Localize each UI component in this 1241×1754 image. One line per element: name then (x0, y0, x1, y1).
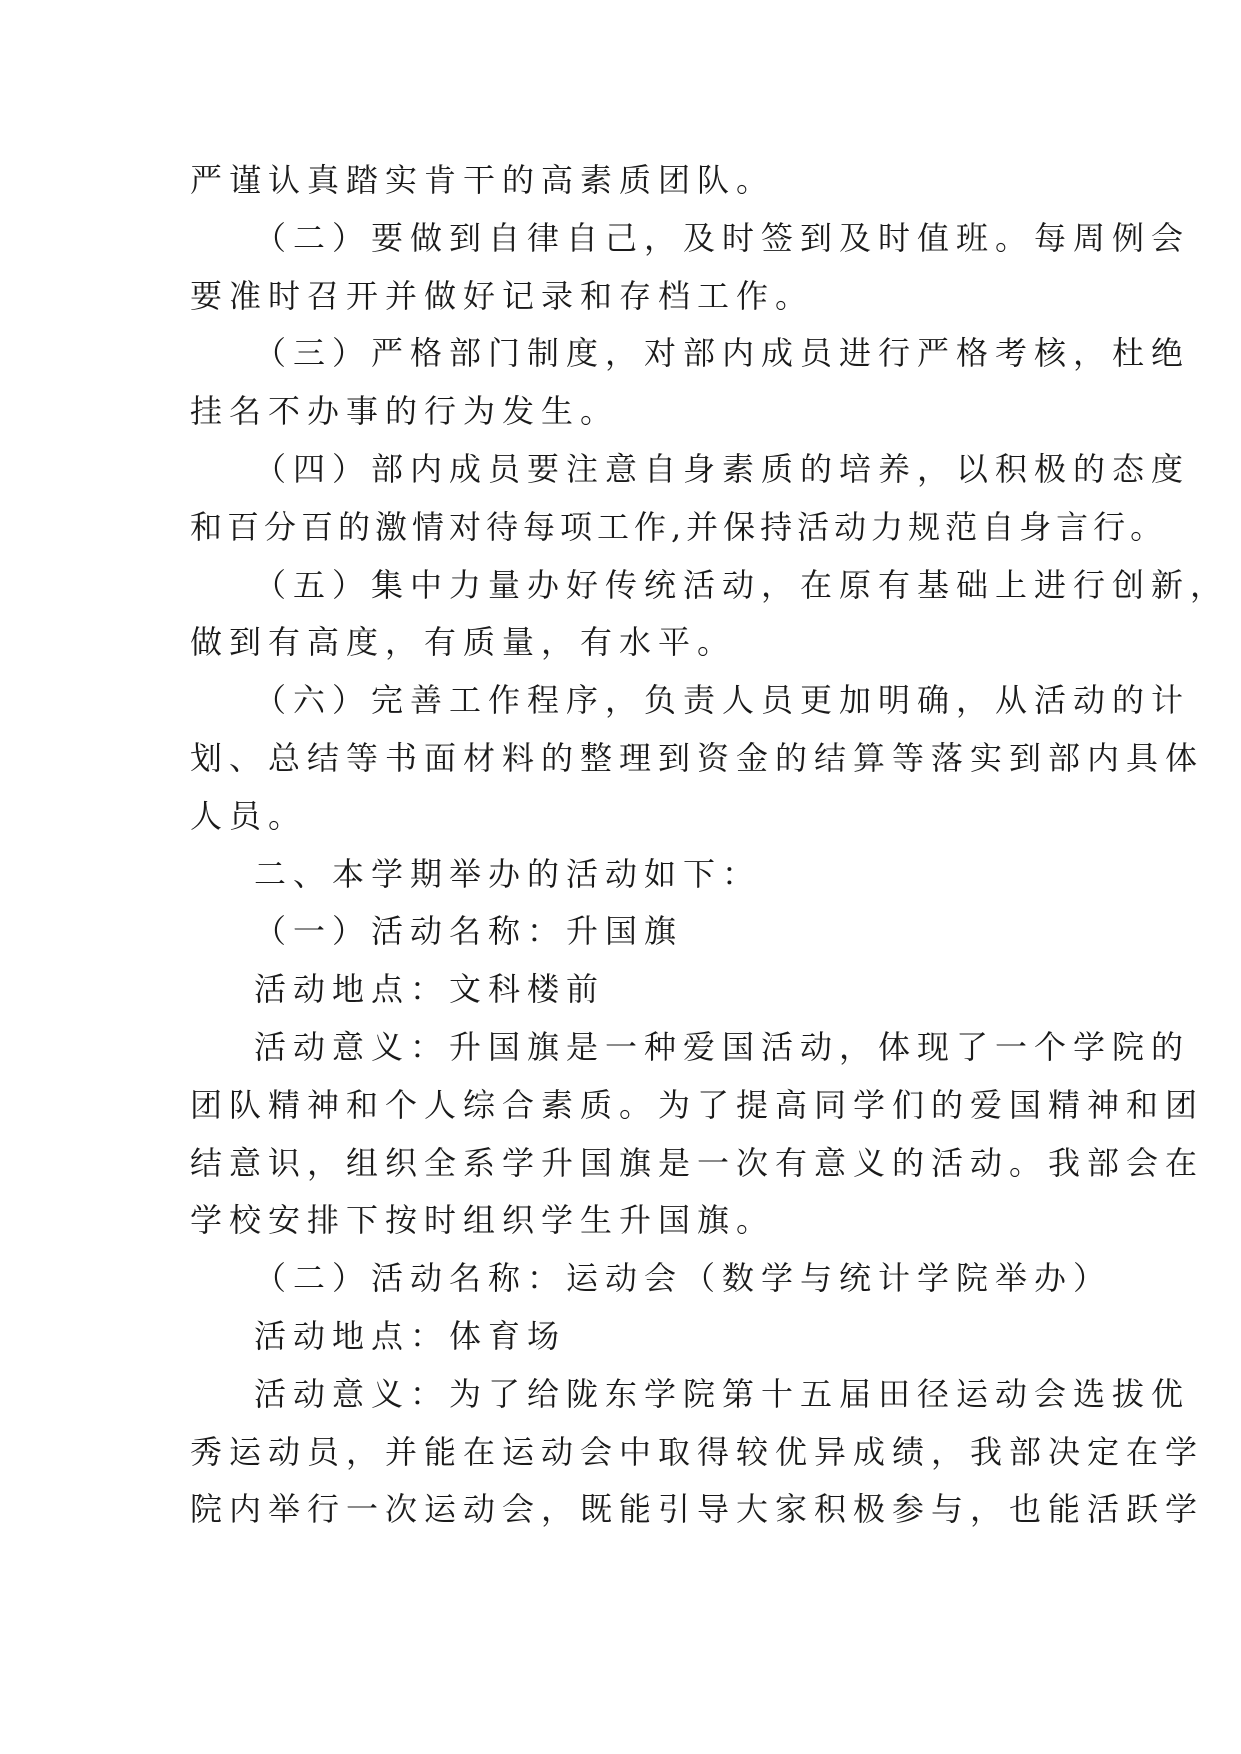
paragraph-line: （四）部内成员要注意自身素质的培养，以积极的态度 (254, 449, 1191, 488)
paragraph-line: 做到有高度，有质量，有水平。 (190, 623, 737, 662)
paragraph-line: 秀运动员，并能在运动会中取得较优异成绩，我部决定在学 (190, 1432, 1205, 1471)
paragraph-line: 学校安排下按时组织学生升国旗。 (190, 1201, 776, 1240)
paragraph-line: （三）严格部门制度，对部内成员进行严格考核，杜绝 (254, 334, 1191, 373)
paragraph-line: 要准时召开并做好记录和存档工作。 (190, 276, 815, 315)
activity-location: 活动地点：体育场 (254, 1316, 567, 1355)
activity-location: 活动地点：文科楼前 (254, 970, 606, 1009)
activity-name: （一）活动名称：升国旗 (254, 912, 684, 951)
paragraph-line: （六）完善工作程序，负责人员更加明确，从活动的计 (254, 681, 1191, 720)
activity-meaning: 活动意义：升国旗是一种爱国活动，体现了一个学院的 (254, 1027, 1191, 1066)
paragraph-line: 划、总结等书面材料的整理到资金的结算等落实到部内具体 (190, 738, 1205, 777)
paragraph-line: 团队精神和个人综合素质。为了提高同学们的爱国精神和团 (190, 1085, 1205, 1124)
activity-name: （二）活动名称：运动会（数学与统计学院举办） (254, 1259, 1113, 1298)
paragraph-line: 院内举行一次运动会，既能引导大家积极参与，也能活跃学 (190, 1490, 1205, 1529)
paragraph-line: 人员。 (190, 796, 308, 835)
paragraph-line: 挂名不办事的行为发生。 (190, 392, 620, 431)
paragraph-line: （二）要做到自律自己，及时签到及时值班。每周例会 (254, 218, 1191, 257)
document-body (190, 152, 1230, 1539)
activity-meaning: 活动意义：为了给陇东学院第十五届田径运动会选拔优 (254, 1374, 1191, 1413)
paragraph-line: 结意识，组织全系学升国旗是一次有意义的活动。我部会在 (190, 1143, 1205, 1182)
paragraph-line: 严谨认真踏实肯干的高素质团队。 (190, 161, 776, 199)
section-heading: 二、本学期举办的活动如下： (254, 854, 762, 893)
paragraph-line: （五）集中力量办好传统活动，在原有基础上进行创新， (254, 565, 1230, 604)
paragraph-line: 和百分百的激情对待每项工作,并保持活动力规范自身言行。 (190, 507, 1168, 546)
